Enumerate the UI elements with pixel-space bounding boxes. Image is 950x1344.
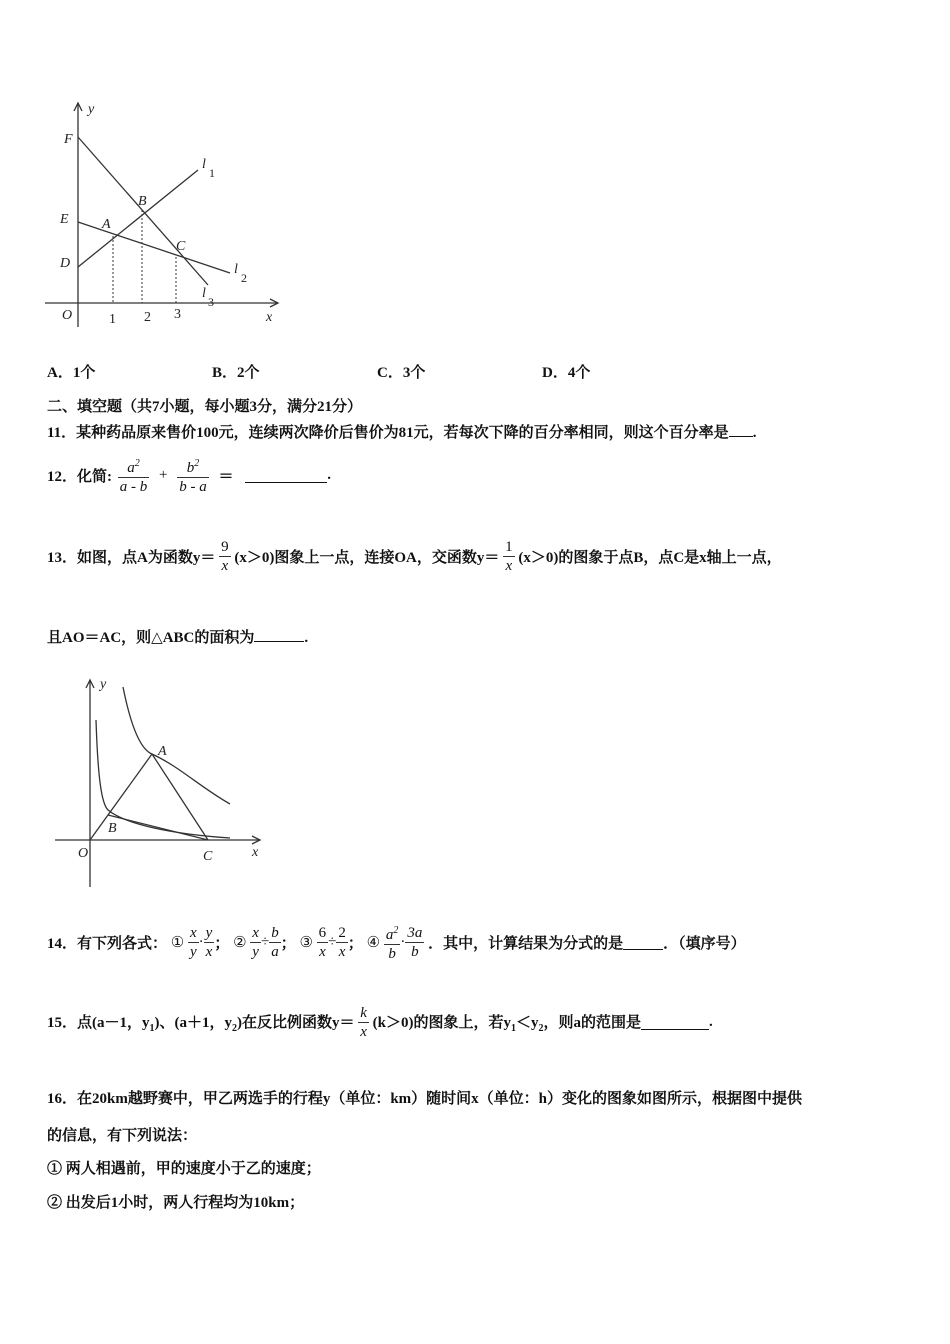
- label-A: A: [158, 744, 167, 759]
- tick-3: 3: [174, 307, 181, 322]
- answer-blank-15[interactable]: [641, 1015, 709, 1030]
- label-l2-sub: 2: [241, 271, 247, 285]
- label-y: y: [88, 102, 95, 117]
- question-16-item2: ② 出发后1小时，两人行程均为10km；: [47, 1195, 305, 1211]
- segment-BC: [108, 815, 208, 840]
- question-16-line2: 的信息，有下列说法：: [47, 1128, 198, 1144]
- label-l1-sub: 1: [209, 166, 215, 180]
- answer-blank-11[interactable]: [729, 422, 753, 437]
- option-b: B．2个: [212, 365, 260, 381]
- option-c: C．3个: [377, 365, 426, 381]
- question-13-line1: 13．如图，点A为函数y＝ $\frac{9}{x}$ (x＞0)图象上一点，连接OA，交函数y＝ $\frac{1}{x}$ (x＞0)的图象于点B，点C是x轴上一点，: [47, 539, 782, 574]
- fraction-9-over-x: $\frac{9}{x}$: [221, 539, 229, 574]
- answer-blank-12[interactable]: [245, 468, 327, 483]
- figure-lines-graph: [40, 95, 290, 330]
- question-11: 11．某种药品原来售价100元，连续两次降价后售价为81元，若每次下降的百分率相同，则这个百分率是 .: [47, 421, 756, 442]
- figure-hyperbola-graph: [50, 672, 270, 892]
- tick-1: 1: [109, 312, 116, 327]
- label-l3-sub: 3: [208, 295, 214, 309]
- answer-blank-14[interactable]: [623, 935, 663, 950]
- label-l2: l: [234, 262, 238, 277]
- label-x: x: [266, 310, 273, 325]
- label-C: C: [203, 849, 213, 864]
- question-12: 12．化简: $\frac{a^2}{a - b}$ + $\frac{b^2}{b - a}$ ＝ .: [47, 455, 331, 496]
- label-origin: O: [62, 308, 73, 323]
- question-14: 14．有下列各式： ① $\frac{x}{y}$ · $\frac{y}{x}$ ； ② $\frac{x}{y}$ ÷ $\frac{b}{a}$ ； ③ $\frac{6}{x}$ ÷ $\frac{2}{x}$ ； ④ $\frac{a^2}{b}$ · $\frac{3a}{b}$ ．其中，计算结果为分式的是 ．（填序号）: [47, 925, 746, 962]
- label-x: x: [252, 845, 259, 860]
- label-C: C: [176, 239, 186, 254]
- question-16-item1: ① 两人相遇前，甲的速度小于乙的速度；: [47, 1161, 321, 1177]
- label-l1: l: [202, 157, 206, 172]
- label-F: F: [64, 132, 73, 147]
- label-D: D: [60, 256, 71, 271]
- line-l3: [78, 137, 208, 285]
- line-l2: [78, 222, 230, 273]
- question-16-line1: 16．在20km越野赛中，甲乙两选手的行程y（单位：km）随时间x（单位：h）变化的图象如图所示，根据图中提供: [47, 1091, 803, 1107]
- section-heading: 二、填空题（共7小题，每小题3分，满分21分）: [47, 399, 363, 415]
- option-d: D．4个: [542, 365, 591, 381]
- option-a: A．1个: [47, 365, 96, 381]
- question-15: 15．点(a－1，$y_1$)、(a＋1，$y_2$)在反比例函数y＝ $\frac{k}{x}$ (k＞0)的图象上，若$y_1<y_2$，则a的范围是 .: [47, 1005, 713, 1040]
- segment-OA: [90, 754, 152, 840]
- segment-AC: [152, 754, 208, 840]
- label-B: B: [138, 194, 147, 209]
- question-13-line2: 且AO＝AC，则△ABC的面积为 .: [47, 626, 308, 647]
- answer-blank-13[interactable]: [254, 627, 304, 642]
- tick-2: 2: [144, 310, 151, 325]
- label-E: E: [60, 212, 69, 227]
- curve-9-over-x: [123, 687, 230, 804]
- label-B: B: [108, 821, 117, 836]
- label-y: y: [100, 677, 107, 692]
- label-l3: l: [202, 286, 206, 301]
- fraction-k-over-x: $\frac{k}{x}$: [360, 1005, 367, 1040]
- label-origin: O: [78, 846, 89, 861]
- fraction-a2-over-a-minus-b: $\frac{a^2}{a - b}$: [119, 458, 148, 495]
- label-A: A: [102, 217, 111, 232]
- fraction-1-over-x: $\frac{1}{x}$: [505, 539, 513, 574]
- fraction-b2-over-b-minus-a: $\frac{b^2}{b - a}$: [179, 458, 207, 495]
